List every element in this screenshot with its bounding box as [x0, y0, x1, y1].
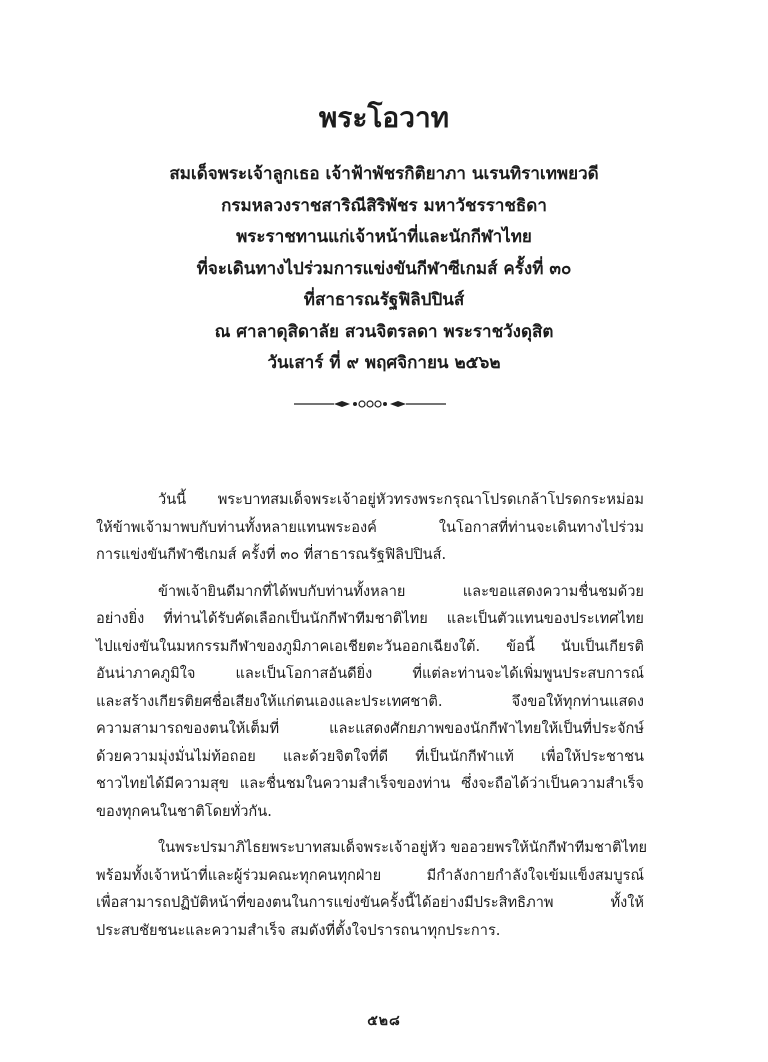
paragraph	[96, 834, 648, 944]
paragraph-line: ในพระปรมาภิไธยพระบาทสมเด็จพระเจ้าอยู่หัว ขออวยพรให้นักกีฬาทีมชาติไทย	[158, 839, 648, 856]
paragraph-line: วันนี้ พระบาทสมเด็จพระเจ้าอยู่หัวทรงพระกรุณาโปรดเกล้าโปรดกระหม่อม	[158, 491, 644, 508]
paragraph-line: ประสบชัยชนะและความสำเร็จ สมดังที่ตั้งใจปรารถนาทุกประการ.	[96, 921, 501, 939]
paragraph-line: พร้อมทั้งเจ้าหน้าที่และผู้ร่วมคณะทุกคนทุกฝ่าย มีกำลังกายกำลังใจเข้มแข็งสมบูรณ์	[96, 866, 644, 884]
page-title: พระโอวาท	[318, 101, 450, 134]
paragraph-line: อย่างยิ่ง ที่ท่านได้รับคัดเลือกเป็นนักกีฬาทีมชาติไทย และเป็นตัวแทนของประเทศไทย	[96, 610, 644, 627]
subtitle-line: พระราชทานแก่เจ้าหน้าที่และนักกีฬาไทย	[236, 227, 532, 247]
paragraph-line: ไปแข่งขันในมหกรรมกีฬาของภูมิภาคเอเชียตะวันออกเฉียงใต้. ข้อนี้ นับเป็นเกียรติ	[96, 637, 644, 655]
paragraph-line: ความสามารถของตนให้เต็มที่ และแสดงศักยภาพของนักกีฬาไทยให้เป็นที่ประจักษ์	[96, 720, 644, 737]
paragraph-line: ด้วยความมุ่งมั่นไม่ท้อถอย และด้วยจิตใจที่ดี ที่เป็นนักกีฬาแท้ เพื่อให้ประชาชน	[96, 747, 644, 765]
subtitle-line: สมเด็จพระเจ้าลูกเธอ เจ้าฟ้าพัชรกิติยาภา นเรนทิราเทพยวดี	[169, 164, 599, 184]
paragraph-line: อันน่าภาคภูมิใจ และเป็นโอกาสอันดียิ่ง ที่แต่ละท่านจะได้เพิ่มพูนประสบการณ์	[96, 665, 644, 682]
paragraph	[96, 578, 644, 826]
subtitle-block	[0, 159, 768, 380]
subtitle-line: ที่สาธารณรัฐฟิลิปปินส์	[303, 290, 465, 310]
paragraph-line: และสร้างเกียรติยศชื่อเสียงให้แก่ตนเองและประเทศชาติ. จึงขอให้ทุกท่านแสดง	[96, 692, 644, 710]
subtitle-line: กรมหลวงราชสาริณีสิริพัชร มหาวัชรราชธิดา	[221, 195, 547, 216]
subtitle-line: ณ ศาลาดุสิดาลัย สวนจิตรลดา พระราชวังดุสิต	[214, 321, 554, 342]
paragraph-line: เพื่อสามารถปฏิบัติหน้าที่ของตนในการแข่งขันครั้งนี้ได้อย่างมีประสิทธิภาพ ทั้งให้	[96, 894, 644, 911]
paragraph-line: ให้ข้าพเจ้ามาพบกับท่านทั้งหลายแทนพระองค์ ในโอกาสที่ท่านจะเดินทางไปร่วม	[96, 518, 644, 536]
decorative-divider-ornament	[294, 397, 446, 411]
paragraph-line: การแข่งขันกีฬาซีเกมส์ ครั้งที่ ๓๐ ที่สาธารณรัฐฟิลิปปินส์.	[96, 546, 447, 563]
paragraph-line: ข้าพเจ้ายินดีมากที่ได้พบกับท่านทั้งหลาย และขอแสดงความชื่นชมด้วย	[158, 582, 644, 600]
page-number: ๕๒๘	[367, 1013, 401, 1029]
paragraph-line: ของทุกคนในชาติโดยทั่วกัน.	[96, 802, 272, 820]
paragraph-line: ชาวไทยได้มีความสุข และชื่นชมในความสำเร็จของท่าน ซึ่งจะถือได้ว่าเป็นความสำเร็จ	[96, 775, 644, 792]
paragraph	[96, 486, 644, 569]
body-text	[96, 486, 648, 953]
subtitle-line: วันเสาร์ ที่ ๙ พฤศจิกายน ๒๕๖๒	[267, 353, 501, 373]
subtitle-line: ที่จะเดินทางไปร่วมการแข่งขันกีฬาซีเกมส์ ครั้งที่ ๓๐	[196, 258, 572, 279]
